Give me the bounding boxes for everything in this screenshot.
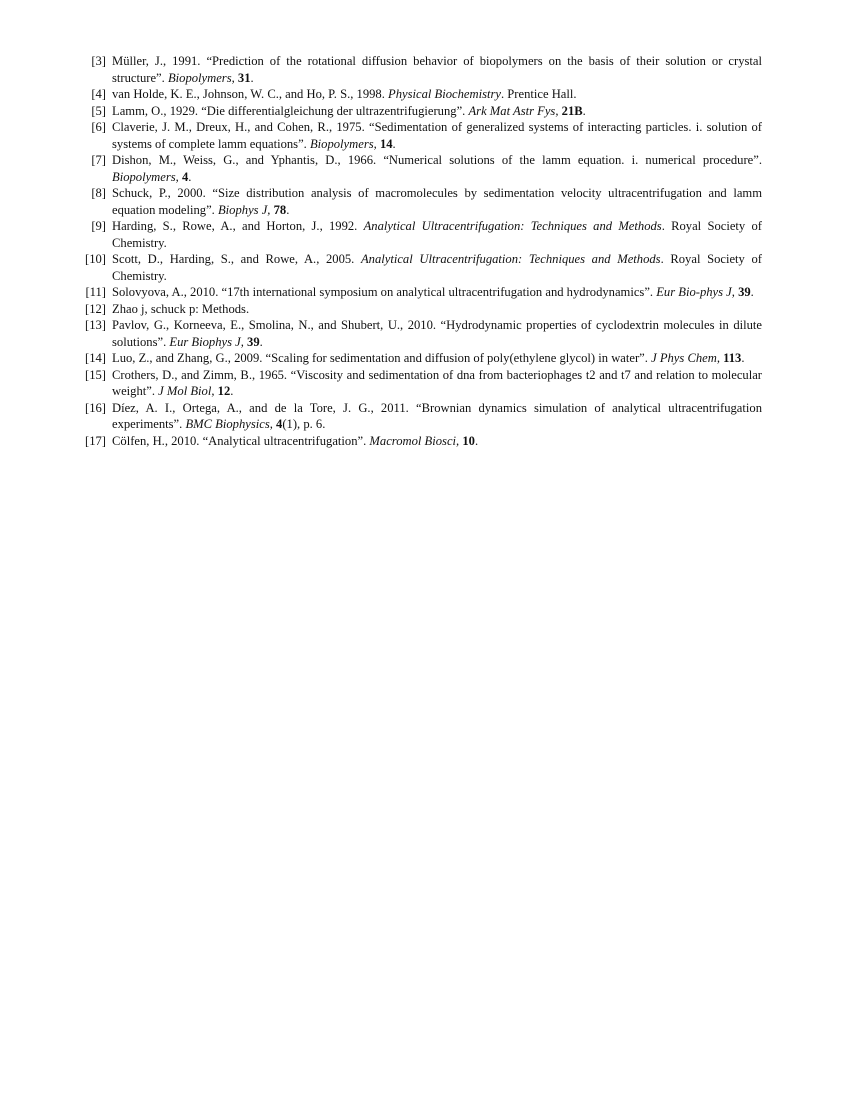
reference-journal: J Mol Biol, [158,384,215,398]
reference-item [74,152,762,185]
reference-journal: BMC Biophysics, [185,417,273,431]
reference-text [106,53,762,86]
reference-segment: . Royal Society of Chemistry. [112,219,762,250]
reference-segment: . [474,433,479,448]
reference-segment: . [259,334,263,349]
reference-segment: . Royal Society of Chemistry. [112,252,762,283]
reference-volume: 113 [723,351,742,365]
reference-item [74,317,762,350]
reference-item [74,367,762,400]
reference-journal: Eur Biophys J, [169,334,244,349]
reference-number: [5] [91,103,106,118]
reference-volume: 39 [247,334,260,349]
reference-number: [7] [91,153,106,167]
reference-segment: . [582,103,586,118]
reference-journal: Physical Biochemistry [388,87,501,101]
reference-item [74,185,762,218]
reference-number: [12] [85,301,106,316]
reference-segment: Díez, A. I., Ortega, A., and de la Tore, J. G., 2011. “Brownian dynamics simulation of analytical ultracentrifugation experiments”. [112,400,762,431]
reference-segment: (1), p. 6. [282,417,326,431]
reference-text [106,350,762,367]
reference-item [74,218,762,251]
reference-item [74,86,762,103]
reference-number: [13] [85,318,106,332]
reference-journal: Biopolymers, [167,70,235,85]
reference-segment: . [230,384,234,398]
reference-segment: Luo, Z., and Zhang, G., 2009. “Scaling for sedimentation and diffusion of poly(ethylene glycol) in water”. [112,351,652,365]
reference-segment: . [188,169,192,184]
reference-text [106,185,762,218]
reference-segment: . [741,351,745,365]
reference-text [106,218,762,251]
reference-journal: Ark Mat Astr Fys, [468,103,559,118]
reference-item [74,119,762,152]
reference-number: [15] [85,367,106,382]
reference-number: [10] [85,252,106,266]
reference-text [106,284,762,301]
reference-number: [11] [85,285,106,299]
reference-text [106,433,762,450]
reference-text [106,301,762,318]
reference-text [106,400,762,433]
reference-volume: 31 [237,70,251,85]
reference-text [106,317,762,350]
reference-segment: Solovyova, A., 2010. “17th international symposium on analytical ultracentrifugation and hydrodynamics”. [112,285,657,299]
reference-item [74,53,762,86]
reference-journal: Biopolymers, [309,136,377,151]
reference-text [106,152,762,185]
reference-number: [17] [85,433,106,448]
reference-text [106,119,762,152]
reference-segment: . [286,202,290,217]
reference-volume: 12 [217,384,231,398]
reference-number: [16] [85,400,106,415]
reference-volume: 21B [561,103,583,118]
reference-text [106,367,762,400]
reference-segment: Scott, D., Harding, S., and Rowe, A., 2005. [112,252,361,266]
reference-text [106,103,762,120]
reference-segment: Dishon, M., Weiss, G., and Yphantis, D., 1966. “Numerical solutions of the lamm equation. i. numerical procedure”. [112,153,762,167]
reference-number: [14] [85,351,106,365]
reference-number: [8] [91,186,106,200]
reference-segment: Cölfen, H., 2010. “Analytical ultracentrifugation”. [112,433,370,448]
reference-item [74,400,762,433]
reference-item [74,284,762,301]
reference-list [74,53,762,449]
reference-item [74,103,762,120]
reference-number: [6] [91,120,106,134]
reference-segment: Crothers, D., and Zimm, B., 1965. “Viscosity and sedimentation of dna from bacteriophages t2 and t7 and relation to molecular weight”. [112,367,762,398]
reference-segment: Schuck, P., 2000. “Size distribution analysis of macromolecules by sedimentation velocity ultracentrifugation and lamm equation modeling”. [112,186,762,217]
reference-volume: 14 [379,136,393,151]
reference-journal: Analytical Ultracentrifugation: Techniques and Methods [360,252,661,266]
reference-item [74,350,762,367]
reference-item [74,433,762,450]
reference-volume: 78 [273,202,287,217]
reference-segment: Harding, S., Rowe, A., and Horton, J., 1992. [112,219,364,233]
reference-item [74,301,762,318]
reference-item [74,251,762,284]
reference-number: [3] [91,54,106,68]
reference-segment: Zhao j, schuck p: Methods. [112,301,250,316]
reference-journal: Biopolymers, [112,169,179,184]
reference-journal: Biophys J, [217,202,271,217]
reference-segment: Claverie, J. M., Dreux, H., and Cohen, R., 1975. “Sedimentation of generalized systems of interacting particles. i. solution of systems of complete lamm equations”. [112,120,762,151]
reference-volume: 4 [181,169,189,184]
reference-text [106,86,762,103]
reference-journal: Eur Bio-phys J, [656,285,735,299]
reference-text [106,251,762,284]
reference-volume: 39 [738,285,751,299]
reference-number: [9] [91,219,106,233]
reference-volume: 10 [462,433,475,448]
reference-journal: J Phys Chem, [651,351,720,365]
reference-segment: . Prentice Hall. [501,87,577,101]
reference-segment: . [750,285,754,299]
reference-segment: Lamm, O., 1929. “Die differentialgleichung der ultrazentrifugierung”. [112,103,469,118]
reference-number: [4] [91,87,106,101]
reference-segment: Müller, J., 1991. “Prediction of the rotational diffusion behavior of biopolymers on the basis of their solution or crystal structure”. [112,54,762,85]
reference-segment: Pavlov, G., Korneeva, E., Smolina, N., and Shubert, U., 2010. “Hydrodynamic properties of cyclodextrin molecules in dilute solutions”. [112,318,762,349]
reference-segment: van Holde, K. E., Johnson, W. C., and Ho, P. S., 1998. [112,87,389,101]
reference-journal: Analytical Ultracentrifugation: Techniques and Methods [363,219,662,233]
reference-journal: Macromol Biosci, [369,433,460,448]
reference-volume: 4 [276,417,283,431]
reference-segment: . [250,70,254,85]
reference-segment: . [392,136,396,151]
